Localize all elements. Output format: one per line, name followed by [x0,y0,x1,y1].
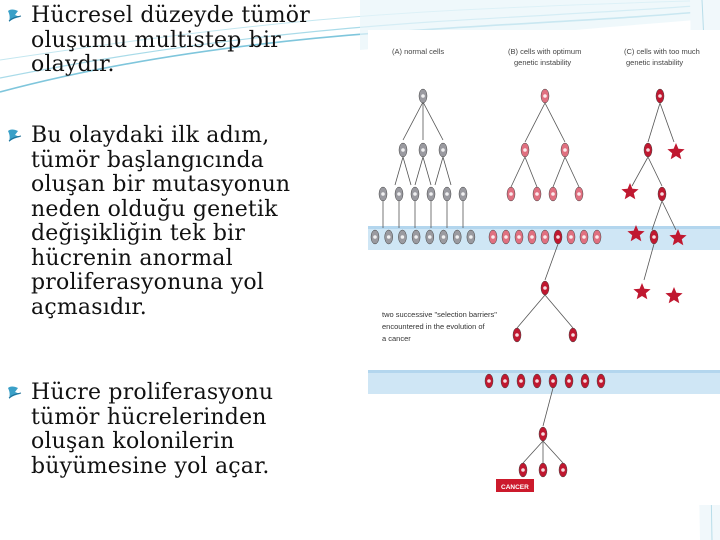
bullet-1-line-3: olaydır. [31,52,115,77]
cell-nucleus [487,379,491,383]
cell-nucleus [387,235,391,239]
cell-nucleus [515,333,519,337]
cell-nucleus [595,235,599,239]
bullet-mark-icon [6,127,24,145]
bullet-2 [6,124,356,320]
cell-nucleus [561,468,565,472]
bullet-2-line-6: hücrenin anormal [31,245,233,271]
cell-nucleus [646,148,650,152]
cell-nucleus [504,235,508,239]
cell-nucleus [455,235,459,239]
cell-nucleus [543,235,547,239]
cell-nucleus [530,235,534,239]
selection-barrier-2-edge [368,370,720,373]
cell-nucleus [567,379,571,383]
cell-nucleus [421,148,425,152]
cell-nucleus [517,235,521,239]
column-a-label: (A) normal cells [392,47,445,56]
cell-nucleus [381,192,385,196]
selection-barrier-1-edge [368,226,720,229]
cell-nucleus [503,379,507,383]
cancer-evolution-figure [368,30,720,505]
cell-nucleus [535,192,539,196]
barrier-note-line-3: a cancer [382,334,411,343]
cell-nucleus [551,192,555,196]
bullet-1-line-2: oluşumu multistep bir [31,27,281,53]
bullet-1 [6,4,356,78]
cell-nucleus [535,379,539,383]
bullet-2-line-4: neden olduğu genetik [31,196,278,222]
cell-nucleus [541,468,545,472]
cell-nucleus [543,94,547,98]
cell-nucleus [401,148,405,152]
bullet-2-line-5: değişikliğin tek bir [31,221,246,246]
bullet-2-line-3: oluşan bir mutasyonun [31,172,291,197]
cell-nucleus [569,235,573,239]
cell-nucleus [373,235,377,239]
bullet-2-line-1: Bu olaydaki ilk adım, [31,123,270,148]
cell-nucleus [523,148,527,152]
cell-nucleus [599,379,603,383]
cell-nucleus [571,333,575,337]
cell-nucleus [401,235,405,239]
bullet-mark-icon [6,7,24,25]
cell-nucleus [582,235,586,239]
cell-nucleus [461,192,465,196]
cell-nucleus [577,192,581,196]
cell-nucleus [658,94,662,98]
cell-nucleus [660,192,664,196]
cell-nucleus [541,432,545,436]
cell-nucleus [413,192,417,196]
column-b-label-line-1: (B) cells with optimum [508,47,582,56]
barrier-note-line-2: encountered in the evolution of [382,322,485,331]
bullet-2-line-7: proliferasyonuna yol [31,270,265,295]
cancer-label: CANCER [501,484,529,491]
bullet-3-line-3: oluşan kolonilerin [31,429,235,454]
cell-nucleus [551,379,555,383]
column-b-label-line-2: genetic instability [514,58,572,67]
cell-nucleus [429,192,433,196]
cell-nucleus [442,235,446,239]
barrier-note-line-1: two successive "selection barriers" [382,310,497,319]
selection-barrier-2 [368,370,720,394]
bullet-2-line-8: açmasıdır. [31,294,147,320]
bullet-3-line-2: tümör hücrelerinden [31,404,267,430]
cell-nucleus [519,379,523,383]
cell-nucleus [428,235,432,239]
cell-nucleus [556,235,560,239]
bullet-3-line-4: büyümesine yol açar. [31,453,270,479]
cell-nucleus [421,94,425,98]
column-c-label-line-1: (C) cells with too much [624,47,700,56]
cell-nucleus [583,379,587,383]
cell-nucleus [397,192,401,196]
bullet-2-line-2: tümör başlangıcında [31,147,265,173]
bullet-1-line-1: Hücresel düzeyde tümör [31,3,310,28]
cell-nucleus [469,235,473,239]
cell-nucleus [543,286,547,290]
bullet-3-line-1: Hücre proliferasyonu [31,380,274,405]
bullet-mark-icon [6,384,24,402]
cell-nucleus [509,192,513,196]
cell-nucleus [521,468,525,472]
cell-nucleus [491,235,495,239]
cell-nucleus [445,192,449,196]
bullet-3 [6,381,356,479]
cell-nucleus [414,235,418,239]
cell-nucleus [652,235,656,239]
column-c-label-line-2: genetic instability [626,58,684,67]
cell-nucleus [563,148,567,152]
cell-nucleus [441,148,445,152]
